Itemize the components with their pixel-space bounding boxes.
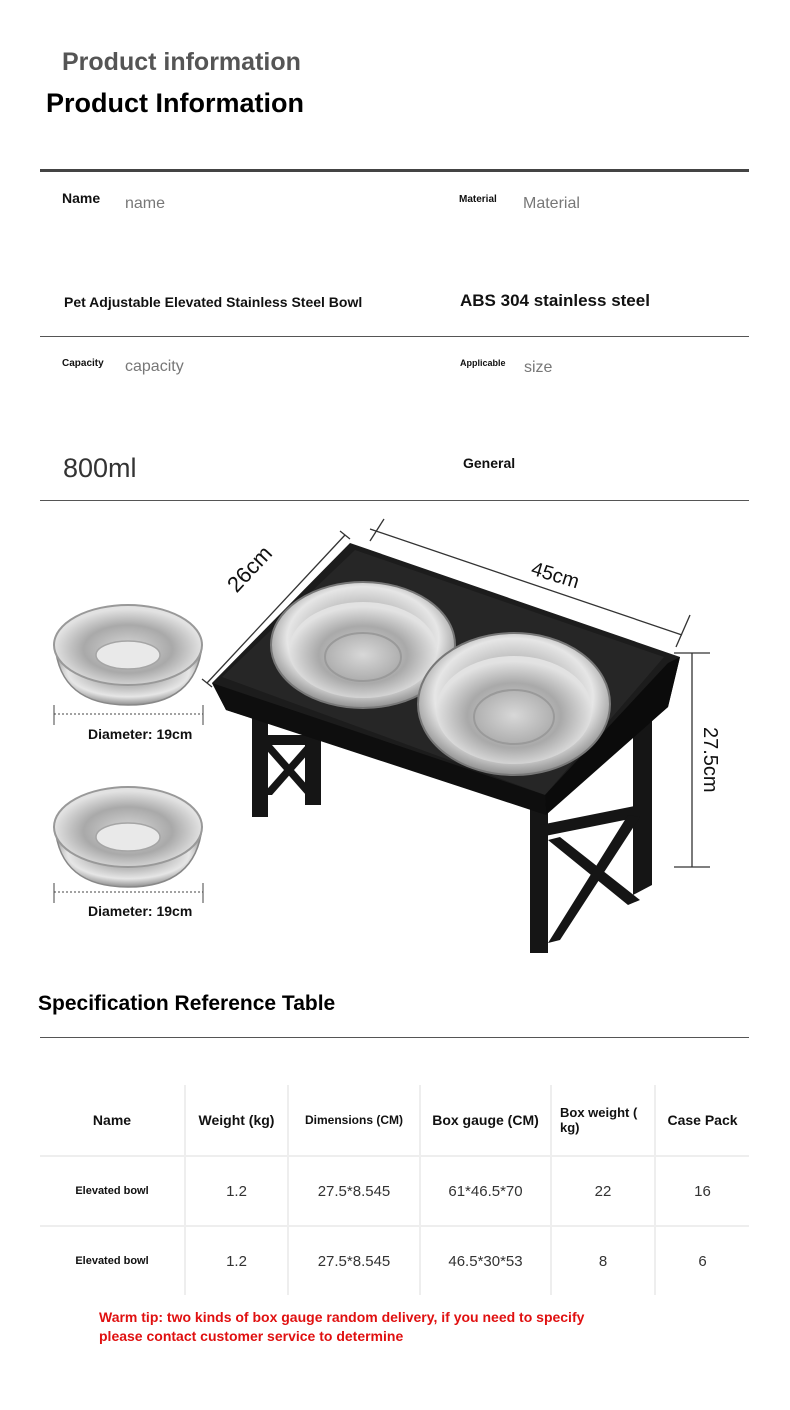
bowl-bottom	[54, 787, 202, 887]
bowl-bottom-diameter: Diameter: 19cm	[88, 903, 193, 919]
stand-bowl-right	[418, 633, 610, 775]
applicable-placeholder: size	[524, 359, 553, 376]
table-row	[40, 1156, 749, 1226]
table-cell: 27.5*8.545	[288, 1156, 420, 1226]
material-placeholder: Material	[523, 195, 580, 212]
table-cell: 8	[551, 1226, 655, 1295]
name-label: Name	[62, 190, 101, 206]
divider	[40, 500, 749, 501]
table-cell: Elevated bowl	[40, 1226, 185, 1295]
divider	[40, 1037, 749, 1038]
applicable-label: Applicable	[460, 358, 506, 368]
table-cell: 16	[655, 1156, 749, 1226]
column-header: Box weight ( kg)	[551, 1085, 655, 1156]
table-cell: 6	[655, 1226, 749, 1295]
table-cell: Elevated bowl	[40, 1156, 185, 1226]
capacity-label: Capacity	[62, 358, 104, 369]
table-cell: 22	[551, 1156, 655, 1226]
column-header: Dimensions (CM)	[288, 1085, 420, 1156]
material-value: ABS 304 stainless steel	[460, 291, 650, 310]
name-placeholder: name	[125, 195, 166, 212]
spec-table	[40, 1085, 749, 1295]
bowl-top-dimension	[54, 705, 203, 725]
table-cell: 1.2	[185, 1156, 288, 1226]
column-header: Weight (kg)	[185, 1085, 288, 1156]
material-label: Material	[459, 194, 497, 205]
table-cell: 46.5*30*53	[420, 1226, 551, 1295]
table-row	[40, 1226, 749, 1295]
height-label: 27.5cm	[699, 727, 721, 793]
width-label: 45cm	[528, 558, 582, 594]
capacity-value: 800ml	[63, 453, 137, 483]
spec-title: Specification Reference Table	[38, 992, 336, 1015]
table-cell: 61*46.5*70	[420, 1156, 551, 1226]
warm-tip	[99, 1308, 699, 1346]
column-header: Box gauge (CM)	[420, 1085, 551, 1156]
divider	[40, 336, 749, 337]
bowl-top	[54, 605, 202, 705]
capacity-placeholder: capacity	[125, 358, 184, 375]
table-cell: 27.5*8.545	[288, 1226, 420, 1295]
name-value: Pet Adjustable Elevated Stainless Steel Bowl	[64, 294, 363, 310]
column-header: Case Pack	[655, 1085, 749, 1156]
table-cell: 1.2	[185, 1226, 288, 1295]
table-header-row	[40, 1085, 749, 1156]
applicable-value: General	[463, 455, 516, 471]
warm-tip-line: please contact customer service to determine	[99, 1328, 404, 1344]
column-header: Name	[92, 1112, 132, 1128]
section-title: Product Information	[46, 88, 304, 118]
bowl-top-diameter: Diameter: 19cm	[88, 726, 193, 742]
section-title-gray: Product information	[62, 48, 301, 76]
warm-tip-line: Warm tip: two kinds of box gauge random delivery, if you need to specify	[99, 1309, 585, 1325]
depth-label: 26cm	[222, 540, 277, 598]
divider	[40, 169, 749, 172]
